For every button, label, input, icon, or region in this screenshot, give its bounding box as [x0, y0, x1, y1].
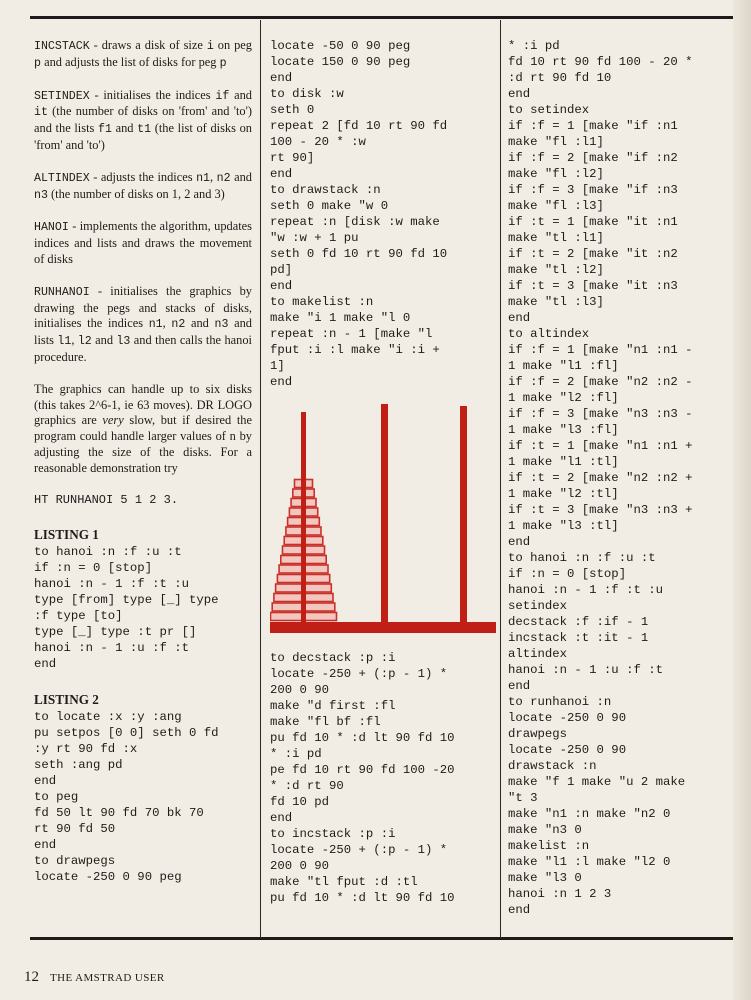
- paragraph-text: very: [102, 413, 124, 428]
- identifier-text: n3: [214, 318, 229, 332]
- example-command: HT RUNHANOI 5 1 2 3.: [34, 492, 179, 507]
- listing-2-code-part-4: * :i pd fd 10 rt 90 fd 100 - 20 * :d rt 90 fd 10 end to setindex if :f = 1 [make "if :n1 make "fl :l1] if :f = 2 [make "if :n2 make "fl :l2] if :f = 3 [make "if :n3 make "fl :l3] if :t = 1 [make "it :n1 make "tl :l1] if :t = 2 [make "it :n2 make "tl :l2] if :t = 3 [make "it :n3 make "tl :l3] end to altindex if :f = 1 [make "n1 :n1 - 1 make "l1 :fl] if :f = 2 [make "n2 :n2 - 1 make "l2 :fl] if :f = 3 [make "n3 :n3 - 1 make "l3 :fl] if :t = 1 [make "n1 :n1 + 1 make "l1 :tl] if :t = 2 [make "n2 :n2 + 1 make "l2 :tl] if :t = 3 [make "n3 :n3 + 1 make "l3 :tl] end to hanoi :n :f :u :t if :n = 0 [stop] hanoi :n - 1 :f :t :u setindex decstack :f :if - 1 incstack :t :it - 1 altindex hanoi :n - 1 :u :f :t end to runhanoi :n locate -250 0 90 drawpegs locate -250 0 90 drawstack :n make "f 1 make "u 2 make "t 3 make "n1 :n make "n2 0 make "n3 0 makelist :n make "l1 :l make "l2 0 make "l3 0 hanoi :n 1 2 3 end: [508, 39, 693, 917]
- identifier-text: HANOI: [34, 221, 69, 235]
- bottom-rule: [30, 937, 733, 940]
- paragraph-text: slow, but if desired the program could handle larger values of n by adjusting the size of the disks. For a reasonable demonstration try: [34, 413, 252, 475]
- paragraph-text: (the list of disks on 'from' and 'to'): [34, 121, 253, 152]
- listing-2-code: to locate :x :y :ang pu setpos [0 0] seth 0 fd :y rt 90 fd :x seth :ang pd end to peg fd 50 lt 90 fd 70 bk 70 rt 90 fd 50 end to drawpegs locate -250 0 90 peg: [34, 709, 219, 884]
- page-number: 12: [24, 969, 39, 985]
- paragraph-text: and: [111, 121, 138, 136]
- description-paragraph: [34, 219, 252, 267]
- paragraph-text: on peg: [213, 38, 252, 52]
- paragraph-text: and then calls the hanoi procedure.: [34, 333, 252, 364]
- listing-2-code-continued: locate -50 0 90 peg locate 150 0 90 peg end to disk :w seth 0 repeat 2 [fd 10 rt 90 fd 100 - 20 * :w rt 90] end to drawstack :n seth 0 make "w 0 repeat :n [disk :w make "w :w + 1 pu seth 0 fd 10 rt 90 fd 10 pd] end to makelist :n make "i 1 make "l 0 repeat :n - 1 [make "l fput :i :l make "i :i + 1] end: [270, 39, 448, 389]
- identifier-text: l1: [57, 335, 72, 349]
- page-edge-shadow: [733, 0, 751, 1000]
- identifier-text: n2: [171, 318, 186, 332]
- towers-of-hanoi-illustration: [270, 390, 496, 650]
- paragraph-text: and lists: [34, 316, 252, 348]
- identifier-text: INCSTACK: [34, 40, 90, 53]
- magazine-name: THE AMSTRAD USER: [50, 972, 165, 984]
- peg-3: [460, 406, 467, 624]
- identifier-text: it: [34, 106, 48, 120]
- page-footer: [24, 969, 165, 986]
- description-paragraph: [34, 382, 252, 477]
- identifier-text: i: [206, 40, 214, 53]
- paragraph-text: ,: [162, 316, 172, 331]
- listing-2-title: LISTING 2: [34, 691, 99, 707]
- paragraph-text: and adjusts the list of disks for peg: [40, 54, 220, 69]
- column-2: [270, 38, 492, 906]
- description-paragraph: [34, 284, 252, 366]
- paragraph-text: and: [91, 333, 117, 348]
- identifier-text: n1: [148, 318, 163, 332]
- column-3: [508, 38, 733, 918]
- listing-1-code: to hanoi :n :f :u :t if :n = 0 [stop] hanoi :n - 1 :f :t :u type [from] type [_] type :f type [to] type [_] type :t pr [] hanoi :n - 1 :u :f :t end: [34, 544, 219, 671]
- column-divider-2: [500, 20, 501, 938]
- listing-1-title: LISTING 1: [34, 526, 99, 542]
- identifier-text: p: [34, 56, 41, 70]
- procedure-descriptions: [34, 38, 252, 477]
- paragraph-text: and: [230, 169, 252, 184]
- identifier-text: n3: [34, 188, 48, 202]
- identifier-text: f1: [98, 123, 112, 137]
- hanoi-graphic: [270, 390, 496, 650]
- identifier-text: ALTINDEX: [34, 171, 90, 185]
- paragraph-text: The graphics can handle up to six disks (this takes 2^6-1, ie 63 moves). DR LOGO graphics are: [34, 381, 252, 428]
- paragraph-text: - adjusts the indices: [89, 169, 197, 184]
- listing-2-code-part-3: to decstack :p :i locate -250 + (:p - 1) * 200 0 90 make "d first :fl make "fl bf :fl pu fd 10 * :d lt 90 fd 10 * :i pd pe fd 10 rt 90 fd 100 -20 * :d rt 90 fd 10 pd end to incstack :p :i locate -250 + (:p - 1) * 200 0 90 make "tl fput :d :tl pu fd 10 * :d lt 90 fd 10: [270, 651, 455, 905]
- identifier-text: n1: [196, 171, 211, 185]
- identifier-text: l3: [116, 335, 131, 349]
- description-paragraph: [34, 38, 252, 72]
- peg-base: [270, 622, 496, 633]
- column-divider-1: [260, 20, 261, 938]
- paragraph-text: - draws a disk of size: [89, 38, 207, 52]
- paragraph-text: ,: [71, 333, 78, 348]
- description-paragraph: [34, 170, 252, 204]
- peg-2: [381, 404, 388, 624]
- description-paragraph: [34, 88, 252, 154]
- paragraph-text: (the number of disks on 1, 2 and 3): [47, 186, 225, 201]
- top-rule: [30, 16, 733, 19]
- paragraph-text: ,: [210, 169, 217, 184]
- paragraph-text: and: [229, 87, 252, 102]
- paragraph-text: and: [185, 316, 215, 331]
- identifier-text: RUNHANOI: [34, 285, 90, 299]
- identifier-text: l2: [77, 335, 92, 349]
- identifier-text: p: [219, 56, 227, 70]
- identifier-text: t1: [137, 123, 152, 137]
- identifier-text: n2: [216, 171, 231, 185]
- column-1: [34, 38, 252, 905]
- paragraph-text: - initialises the graphics by drawing the pegs and stacks of disks, initialises the indices: [34, 283, 252, 331]
- paragraph-text: - initialises the indices: [89, 87, 216, 102]
- paragraph-text: (the number of disks on 'from' and 'to') and the lists: [34, 104, 252, 136]
- identifier-text: SETINDEX: [34, 89, 90, 103]
- paragraph-text: - implements the algorithm, updates indices and lists and draws the movement of disks: [34, 219, 252, 266]
- identifier-text: if: [215, 89, 230, 103]
- peg-1: [301, 412, 306, 624]
